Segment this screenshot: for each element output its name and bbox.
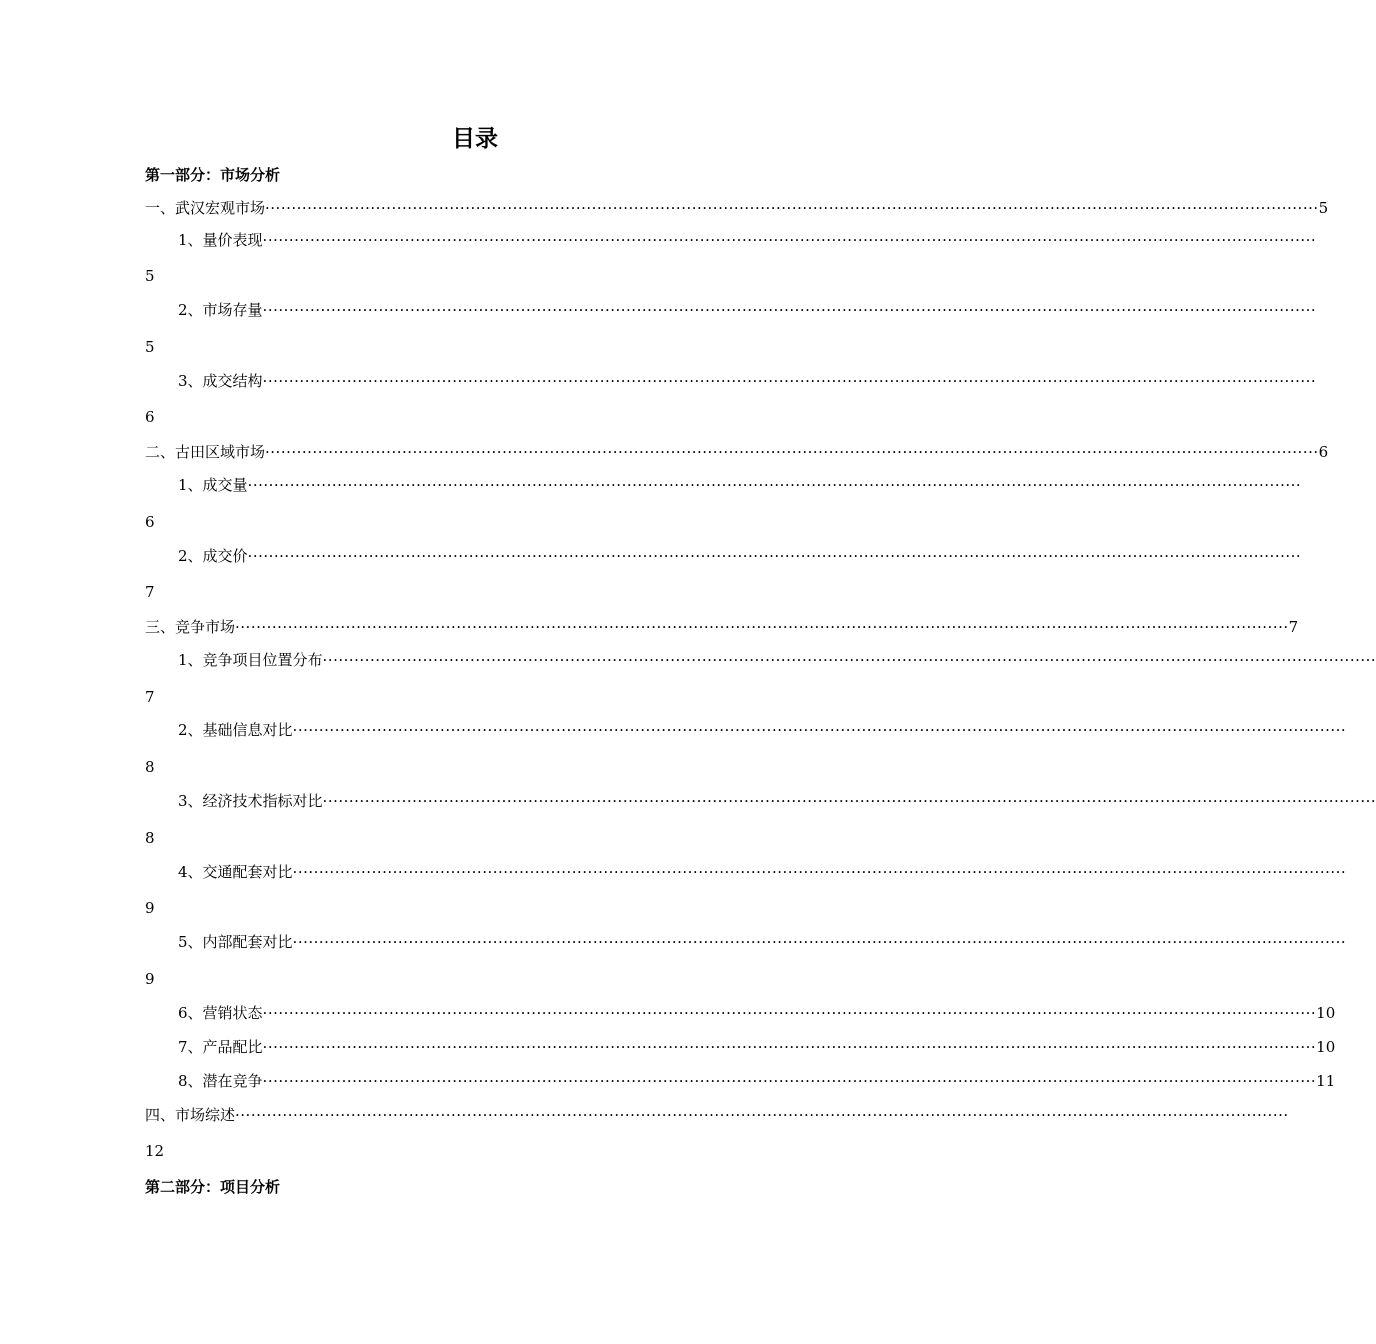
toc-entry-text: 四、市场综述	[145, 1106, 236, 1124]
toc-leader-dots: ········································································································································································································	[262, 1004, 1317, 1022]
toc-leader-dots: ········································································································································································································	[262, 372, 1317, 390]
toc-entry-text: 8、潜在竞争	[178, 1072, 263, 1090]
toc-entry-page: 5	[1318, 199, 1329, 217]
toc-entry-text: 2、成交价	[178, 547, 248, 565]
toc-entry[interactable]	[178, 861, 1347, 883]
toc-entry-page: 5	[145, 338, 155, 356]
toc-entry[interactable]	[145, 441, 1329, 463]
toc-leader-dots: ········································································································································································································	[247, 547, 1302, 565]
toc-leader-dots: ········································································································································································································	[265, 443, 1319, 461]
toc-leader-dots: ········································································································································································································	[292, 721, 1347, 739]
part-heading-2: 第二部分：项目分析	[145, 1178, 281, 1196]
toc-entry[interactable]	[178, 931, 1347, 953]
toc-leader-dots: ········································································································································································································	[262, 1072, 1317, 1090]
toc-entry-text: 5、内部配套对比	[178, 933, 293, 951]
toc-entry-page: 6	[145, 408, 155, 426]
toc-leader-dots: ········································································································································································································	[235, 618, 1289, 636]
part-heading-1: 第一部分：市场分析	[145, 166, 281, 184]
toc-entry-page: 6	[145, 513, 155, 531]
toc-leader-dots: ········································································································································································································	[247, 476, 1302, 494]
toc-entry-page: 10	[1316, 1004, 1336, 1022]
toc-entry-page: 8	[145, 758, 155, 776]
toc-entry-text: 1、竞争项目位置分布	[178, 651, 323, 669]
toc-entry-page: 6	[1318, 443, 1329, 461]
toc-entry-text: 一、武汉宏观市场	[145, 199, 266, 217]
toc-leader-dots: ········································································································································································································	[265, 199, 1319, 217]
toc-entry-text: 1、量价表现	[178, 231, 263, 249]
toc-entry-page: 7	[1288, 618, 1299, 636]
toc-entry-page: 9	[145, 970, 155, 988]
toc-entry-page: 8	[145, 829, 155, 847]
toc-entry[interactable]	[178, 1002, 1336, 1024]
toc-entry[interactable]	[178, 299, 1317, 321]
toc-entry-text: 三、竞争市场	[145, 618, 236, 636]
toc-title: 目录	[452, 126, 498, 152]
toc-entry[interactable]	[145, 616, 1299, 638]
toc-entry[interactable]	[178, 370, 1317, 392]
toc-leader-dots: ········································································································································································································	[322, 792, 1376, 810]
toc-entry-text: 4、交通配套对比	[178, 863, 293, 881]
toc-entry[interactable]	[145, 197, 1329, 219]
toc-entry[interactable]	[178, 649, 1376, 671]
toc-entry-page: 7	[145, 688, 155, 706]
toc-entry[interactable]	[178, 1070, 1336, 1092]
toc-leader-dots: ········································································································································································································	[292, 863, 1347, 881]
toc-leader-dots: ········································································································································································································	[292, 933, 1347, 951]
toc-entry[interactable]	[178, 545, 1302, 567]
toc-entry-text: 二、古田区域市场	[145, 443, 266, 461]
toc-entry-text: 6、营销状态	[178, 1004, 263, 1022]
toc-entry-page: 11	[1316, 1072, 1336, 1090]
toc-entry-page: 9	[145, 899, 155, 917]
toc-entry[interactable]	[178, 229, 1317, 251]
toc-entry[interactable]	[178, 790, 1376, 812]
toc-entry-text: 7、产品配比	[178, 1038, 263, 1056]
toc-leader-dots: ········································································································································································································	[262, 1038, 1317, 1056]
toc-leader-dots: ········································································································································································································	[262, 231, 1317, 249]
toc-entry-page: 12	[145, 1142, 165, 1160]
toc-entry[interactable]	[178, 474, 1302, 496]
toc-entry[interactable]	[178, 719, 1347, 741]
toc-entry-text: 1、成交量	[178, 476, 248, 494]
toc-entry[interactable]	[145, 1104, 1289, 1126]
toc-entry-text: 2、基础信息对比	[178, 721, 293, 739]
toc-leader-dots: ········································································································································································································	[235, 1106, 1289, 1124]
toc-leader-dots: ········································································································································································································	[322, 651, 1376, 669]
toc-entry-text: 2、市场存量	[178, 301, 263, 319]
toc-entry-page: 7	[145, 583, 155, 601]
toc-entry-page: 5	[145, 267, 155, 285]
toc-entry-page: 10	[1316, 1038, 1336, 1056]
toc-entry-text: 3、经济技术指标对比	[178, 792, 323, 810]
toc-leader-dots: ········································································································································································································	[262, 301, 1317, 319]
toc-entry[interactable]	[178, 1036, 1336, 1058]
toc-entry-text: 3、成交结构	[178, 372, 263, 390]
